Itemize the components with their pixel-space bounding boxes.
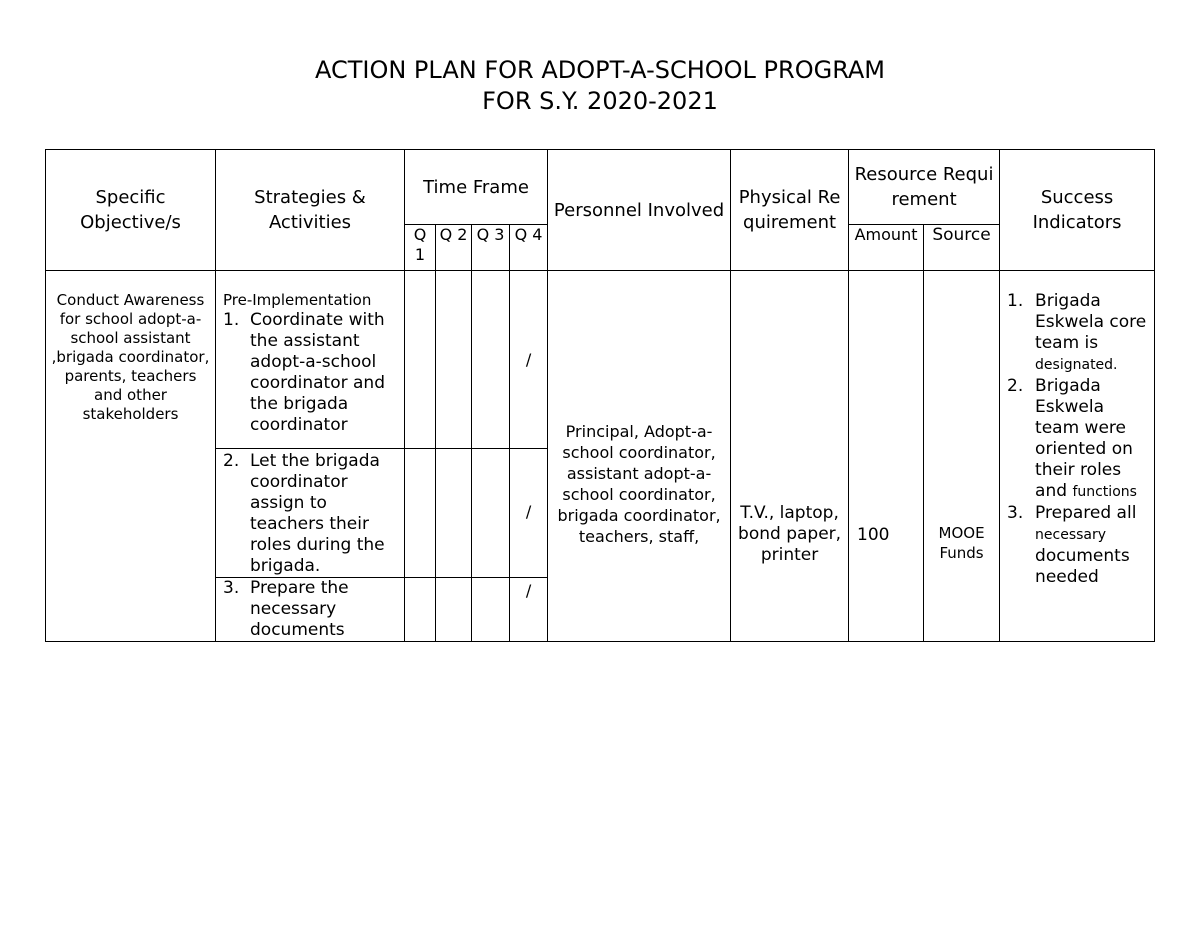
header-q3: Q 3 bbox=[472, 225, 510, 271]
source-cell: MOOE Funds bbox=[924, 271, 1000, 642]
activity-cell-3 bbox=[216, 578, 405, 642]
list-item: 2. Let the brigada coordinator assign to teachers their roles during the brigada. bbox=[223, 451, 385, 576]
list-item: 3. Prepared all necessary documents needed bbox=[1007, 503, 1137, 587]
q1-cell bbox=[405, 271, 436, 449]
header-q2: Q 2 bbox=[436, 225, 472, 271]
q3-cell bbox=[472, 449, 510, 578]
title-line-2: FOR S.Y. 2020-2021 bbox=[482, 87, 718, 115]
physical-cell: T.V., laptop, bond paper, printer bbox=[731, 271, 849, 642]
header-strategies: Strategies & Activities bbox=[216, 150, 405, 271]
q4-mark: / bbox=[510, 271, 548, 449]
title-line-1: ACTION PLAN FOR ADOPT-A-SCHOOL PROGRAM bbox=[314, 56, 886, 84]
activity-cell-2 bbox=[216, 449, 405, 578]
indicators-cell bbox=[1000, 271, 1155, 642]
document-title bbox=[0, 55, 1200, 117]
header-physical: Physical Requirement bbox=[731, 150, 849, 271]
header-objective: Specific Objective/s bbox=[46, 150, 216, 271]
header-personnel: Personnel Involved bbox=[548, 150, 731, 271]
q2-cell bbox=[436, 271, 472, 449]
q3-cell bbox=[472, 578, 510, 642]
header-row-1 bbox=[46, 150, 1155, 225]
action-plan-table bbox=[45, 149, 1155, 642]
objective-cell: Conduct Awareness for school adopt-a-school assistant ,brigada coordinator, parents, teachers and other stakeholders bbox=[46, 271, 216, 642]
q4-mark: / bbox=[510, 578, 548, 642]
header-source: Source bbox=[924, 225, 1000, 271]
q3-cell bbox=[472, 271, 510, 449]
list-item: 3. Prepare the necessary documents bbox=[223, 578, 349, 640]
list-item: 1. Brigada Eskwela core team is designated. bbox=[1007, 291, 1147, 373]
header-amount: Amount bbox=[849, 225, 924, 271]
activity-cell-1 bbox=[216, 271, 405, 449]
personnel-cell: Principal, Adopt-a-school coordinator, assistant adopt-a-school coordinator, brigada coordinator, teachers, staff, bbox=[548, 271, 731, 642]
list-item: 2. Brigada Eskwela team were oriented on their roles and functions bbox=[1007, 376, 1137, 501]
table-row bbox=[46, 271, 1155, 449]
header-time-frame: Time Frame bbox=[405, 150, 548, 225]
list-item: 1. Coordinate with the assistant adopt-a-school coordinator and the brigada coordinator bbox=[223, 310, 385, 435]
header-success: Success Indicators bbox=[1000, 150, 1155, 271]
q2-cell bbox=[436, 449, 472, 578]
header-q4: Q 4 bbox=[510, 225, 548, 271]
amount-cell: 100 bbox=[849, 271, 924, 642]
header-resource: Resource Requirement bbox=[849, 150, 1000, 225]
header-q1: Q 1 bbox=[405, 225, 436, 271]
q1-cell bbox=[405, 578, 436, 642]
q4-mark: / bbox=[510, 449, 548, 578]
q2-cell bbox=[436, 578, 472, 642]
phase-label: Pre-Implementation bbox=[223, 291, 372, 309]
q1-cell bbox=[405, 449, 436, 578]
